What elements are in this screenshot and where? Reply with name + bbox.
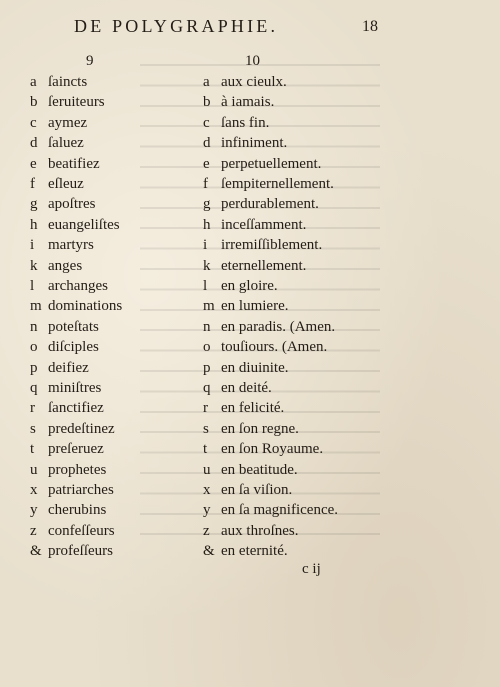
row-letter: n	[30, 318, 38, 335]
row-word: en ſon Royaume.	[221, 441, 324, 458]
row-letter: &	[30, 543, 42, 560]
row-letter: l	[203, 278, 208, 294]
row-word: apoſtres	[48, 196, 96, 213]
row-letter: a	[30, 74, 37, 90]
row-word: beatifiez	[48, 155, 100, 172]
row-letter: o	[203, 339, 211, 356]
row-letter: t	[203, 441, 208, 458]
row-word: diſciples	[48, 339, 99, 356]
row-word: eternellement.	[221, 257, 307, 274]
row-word: perpetuellement.	[221, 155, 322, 172]
row-word: miniſtres	[48, 380, 102, 396]
row-word: irremiſſiblement.	[221, 237, 323, 254]
row-word: en felicité.	[221, 400, 285, 417]
row-word: aux cieulx.	[221, 74, 287, 90]
row-letter: y	[30, 502, 38, 519]
row-word: aymez	[48, 114, 88, 131]
row-letter: s	[203, 420, 209, 437]
row-letter: d	[30, 135, 38, 152]
row-letter: q	[30, 380, 38, 396]
row-word: ſanctifiez	[48, 400, 104, 417]
row-letter: k	[203, 257, 211, 274]
row-word: en ſa magnificence.	[221, 502, 339, 519]
row-letter: t	[30, 441, 35, 458]
row-word: martyrs	[48, 237, 94, 254]
row-letter: m	[203, 298, 215, 315]
row-word: ſaluez	[48, 135, 84, 152]
row-letter: c	[203, 114, 210, 131]
page-number: 18	[362, 18, 378, 35]
row-word: en gloire.	[221, 278, 278, 294]
signature-mark: c ij	[302, 561, 321, 577]
row-word: ſempiternellement.	[221, 176, 334, 192]
row-letter: i	[203, 237, 208, 254]
row-letter: g	[203, 196, 211, 213]
row-word: confeſſeurs	[48, 522, 115, 539]
row-word: archanges	[48, 278, 108, 294]
row-letter: f	[30, 176, 35, 192]
row-word: predeſtinez	[48, 420, 115, 437]
row-word: profeſſeurs	[48, 543, 113, 560]
row-letter: z	[30, 522, 37, 539]
row-word: en diuinite.	[221, 359, 289, 376]
row-letter: b	[203, 94, 211, 111]
row-letter: a	[203, 74, 210, 90]
row-letter: r	[203, 400, 208, 417]
left-column-heading: 9	[86, 53, 94, 69]
row-word: patriarches	[48, 482, 114, 498]
row-letter: z	[203, 522, 210, 539]
row-word: anges	[48, 257, 83, 274]
row-word: en ſon regne.	[221, 420, 299, 437]
row-letter: x	[203, 482, 211, 498]
row-letter: h	[203, 216, 211, 233]
row-letter: m	[30, 298, 42, 315]
row-letter: e	[30, 155, 37, 172]
row-letter: x	[30, 482, 38, 498]
row-word: inceſſamment.	[221, 216, 307, 233]
row-word: à iamais.	[221, 94, 275, 111]
row-letter: f	[203, 176, 208, 192]
row-word: en eternité.	[221, 543, 288, 560]
row-word: preſeruez	[48, 441, 104, 458]
row-letter: &	[203, 543, 215, 560]
row-letter: l	[30, 278, 35, 294]
row-word: cherubins	[48, 502, 107, 519]
row-letter: s	[30, 420, 36, 437]
row-word: poteſtats	[48, 318, 99, 335]
row-word: ſaincts	[48, 74, 88, 90]
row-word: aux throſnes.	[221, 522, 299, 539]
running-title: DE POLYGRAPHIE.	[74, 16, 279, 36]
row-letter: q	[203, 380, 211, 396]
row-letter: i	[30, 237, 35, 254]
row-word: en beatitude.	[221, 461, 298, 478]
row-letter: p	[203, 359, 211, 376]
row-word: infiniment.	[221, 135, 288, 152]
row-letter: e	[203, 155, 210, 172]
row-letter: p	[30, 359, 38, 376]
row-letter: u	[203, 461, 211, 478]
row-letter: r	[30, 400, 35, 417]
row-word: en deité.	[221, 380, 272, 396]
row-letter: o	[30, 339, 38, 356]
row-letter: g	[30, 196, 38, 213]
row-letter: u	[30, 461, 38, 478]
row-word: ſeruiteurs	[48, 94, 105, 111]
row-word: en paradis. (Amen.	[221, 318, 336, 335]
row-word: ſans fin.	[221, 114, 270, 131]
row-word: prophetes	[48, 461, 107, 478]
row-word: en ſa viſion.	[221, 482, 293, 498]
row-letter: n	[203, 318, 211, 335]
row-word: en lumiere.	[221, 298, 289, 315]
row-word: touſiours. (Amen.	[221, 339, 328, 356]
row-letter: b	[30, 94, 38, 111]
row-word: eſleuz	[48, 176, 84, 192]
row-word: perdurablement.	[221, 196, 319, 213]
row-letter: k	[30, 257, 38, 274]
row-letter: y	[203, 502, 211, 519]
row-word: deifiez	[48, 359, 89, 376]
row-letter: d	[203, 135, 211, 152]
row-word: euangeliſtes	[48, 216, 120, 233]
row-letter: c	[30, 114, 37, 131]
row-word: dominations	[48, 298, 123, 315]
row-letter: h	[30, 216, 38, 233]
right-column-heading: 10	[245, 53, 260, 69]
